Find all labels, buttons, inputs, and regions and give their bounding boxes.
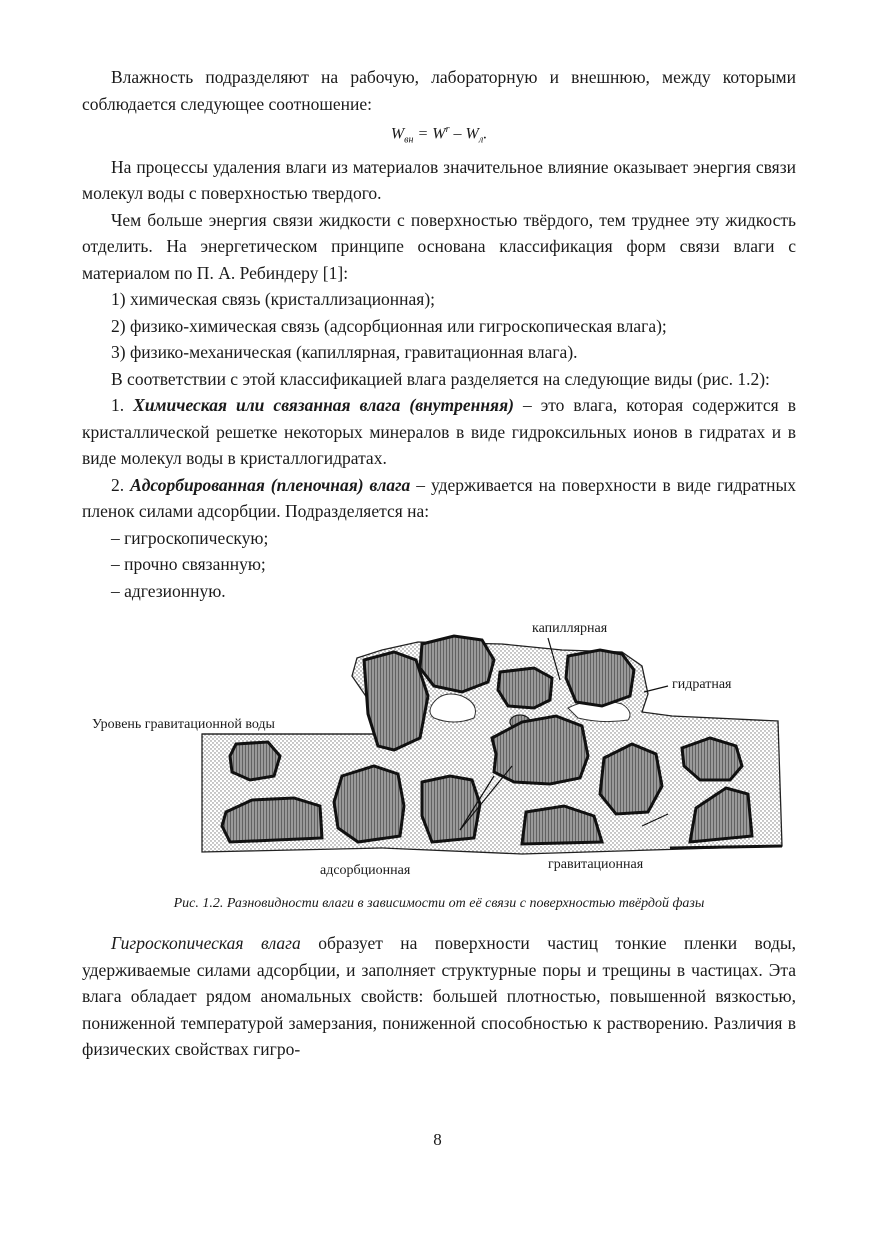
- particle: [566, 650, 634, 706]
- particle: [422, 776, 480, 842]
- moisture-figure: [82, 616, 796, 886]
- label-adsorption: адсорбционная: [320, 863, 411, 879]
- label-capillary: капиллярная: [532, 621, 608, 637]
- label-hydrate: гидратная: [672, 677, 732, 693]
- term-adsorbed: Адсорбированная (пленочная) влага: [130, 474, 411, 495]
- formula-sup-r: r: [445, 124, 450, 135]
- dash-list-item: – прочно связанную;: [111, 554, 266, 575]
- label-gravitational: гравитационная: [548, 857, 644, 873]
- formula-minus: –: [449, 125, 466, 143]
- term-hygroscopic: Гигроскопическая влага: [111, 933, 301, 954]
- item-number: 2.: [111, 474, 131, 495]
- paragraph-adsorbed-moisture: [82, 472, 796, 525]
- formula-w-r: W: [432, 125, 446, 143]
- paragraph-chemical-moisture: [82, 392, 796, 472]
- hydrate-leader: [644, 686, 668, 692]
- dash-list-item: – гигроскопическую;: [111, 527, 269, 548]
- paragraph-hygroscopic: [82, 930, 796, 1063]
- dash-list-item: – адгезионную.: [111, 580, 226, 601]
- paragraph-text: образует на поверхности частиц тонкие пленки воды, удерживаемые силами адсорбции, и заполняет структурные поры и трещины в частицах. Эта влага обладает рядом аномальных свойств: большей плотностью, повышенной вязкостью, пониженной температурой замерзания, пониженной способностью к растворению. Различия в физических свойствах гигро-: [82, 933, 796, 1060]
- list-item: 3) физико-механическая (капиллярная, гравитационная влага).: [111, 342, 578, 363]
- formula: [82, 117, 796, 154]
- item-text: – это влага, которая содержится в кристаллической решетке некоторых минералов в виде гидроксильных ионов в гидратах и в виде молекул воды в кристаллогидратах.: [82, 395, 796, 469]
- particle: [364, 652, 428, 750]
- item-number: 1.: [111, 395, 134, 416]
- particle: [498, 668, 552, 708]
- particle: [230, 742, 280, 780]
- formula-sub-l: л: [478, 134, 484, 146]
- formula-eq: =: [413, 125, 433, 143]
- term-chemical: Химическая или связанная влага (внутренняя): [133, 395, 514, 416]
- page-number: 8: [433, 1130, 442, 1149]
- paragraph-rebinder: Чем больше энергия связи жидкости с поверхностью твёрдого, тем труднее эту жидкость отделить. На энергетическом принципе основана классификация форм связи влаги с материалом по П. А. Ребиндеру [1]:: [82, 209, 796, 283]
- list-item: 1) химическая связь (кристаллизационная);: [111, 289, 436, 310]
- paragraph-classification: В соответствии с этой классификацией влага разделяется на следующие виды (рис. 1.2):: [111, 368, 770, 389]
- moisture-diagram: [82, 616, 796, 886]
- item-text: – удерживается на поверхности в виде гидратных пленок силами адсорбции. Подразделяется на:: [82, 474, 796, 522]
- particle: [334, 766, 404, 842]
- particle: [682, 738, 742, 780]
- formula-w-l: W: [465, 125, 479, 143]
- paragraph-moisture-types: Влажность подразделяют на рабочую, лабораторную и внешнюю, между которыми соблюдается следующее соотношение:: [82, 67, 796, 114]
- formula-end: .: [483, 125, 488, 143]
- paragraph-energy: На процессы удаления влаги из материалов значительное влияние оказывает энергия связи молекул воды с поверхностью твердого.: [82, 156, 796, 204]
- figure-caption: Рис. 1.2. Разновидности влаги в зависимости от её связи с поверхностью твёрдой фазы: [173, 896, 705, 912]
- bottom-boundary: [670, 846, 782, 848]
- formula-sub-vn: вн: [404, 134, 414, 146]
- formula-w: W: [390, 125, 405, 143]
- label-gravitational-level: Уровень гравитационной воды: [92, 717, 275, 733]
- particle: [600, 744, 662, 814]
- particle: [420, 636, 494, 692]
- list-item: 2) физико-химическая связь (адсорбционная или гигроскопическая влага);: [111, 315, 667, 336]
- document-page: [82, 64, 796, 1063]
